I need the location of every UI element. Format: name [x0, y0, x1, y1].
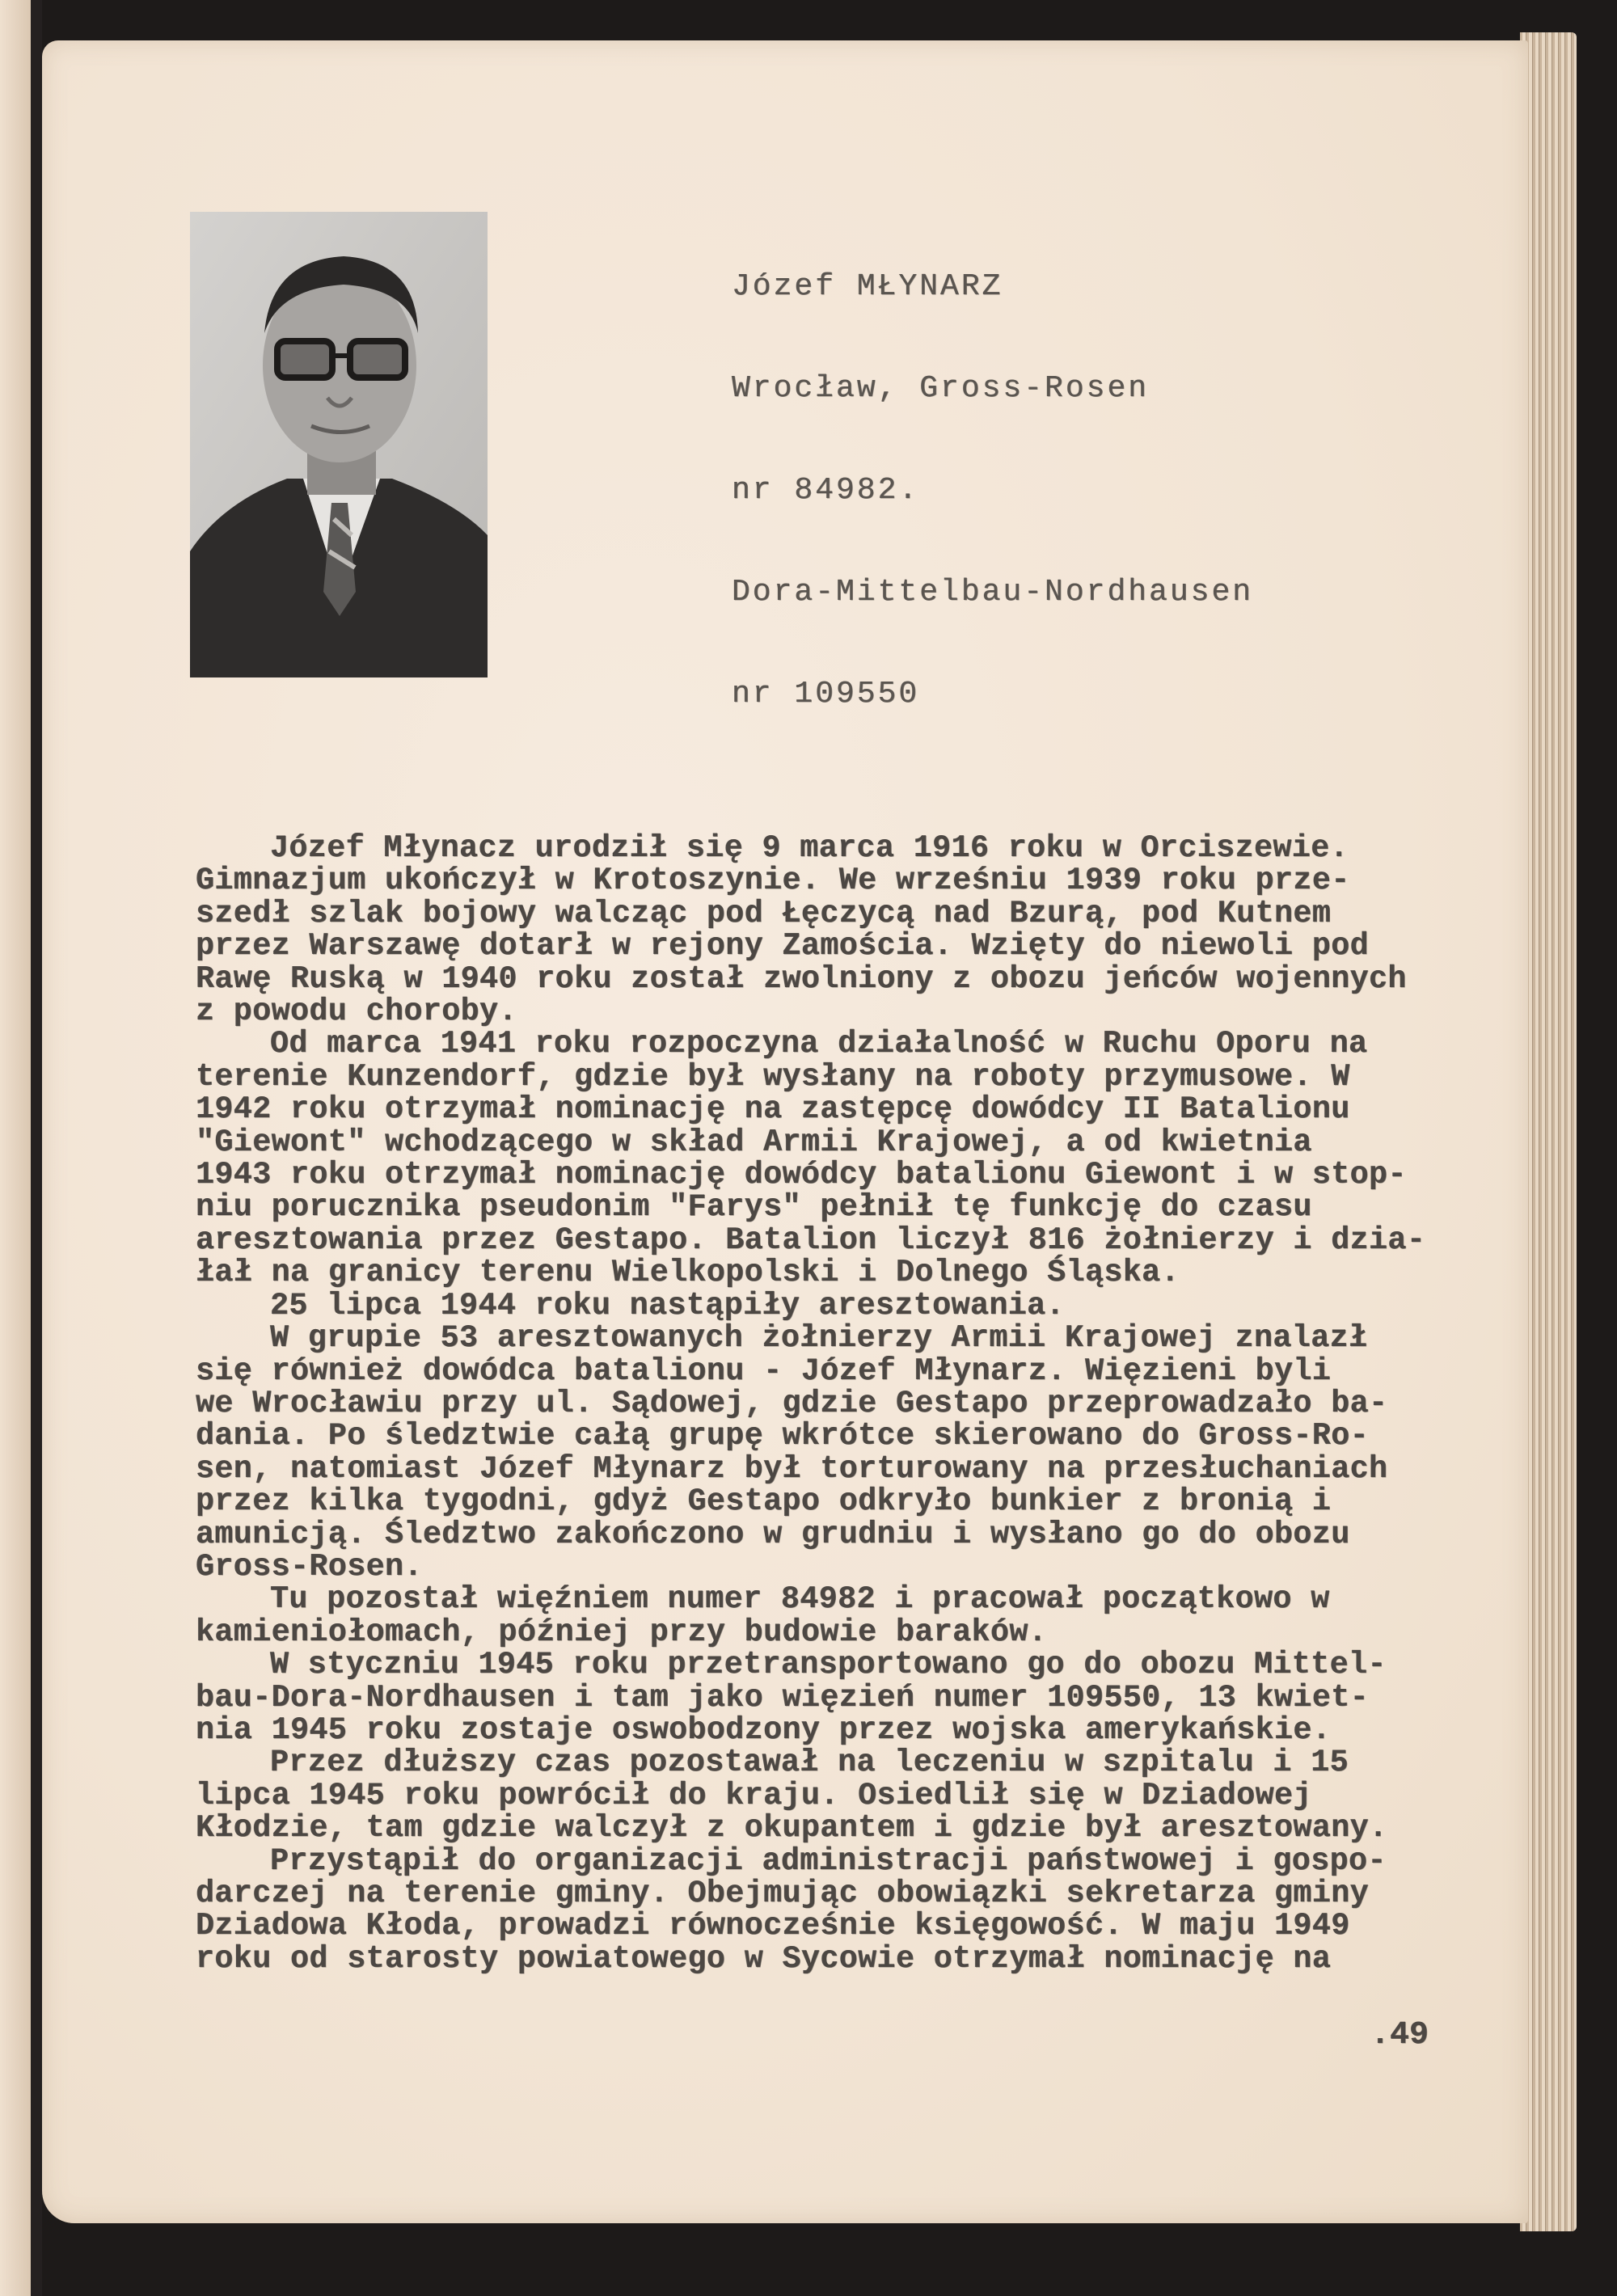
camp-line: Dora-Mittelbau-Nordhausen	[732, 575, 1254, 610]
text-line: Gimnazjum ukończył w Krotoszynie. We wrześniu 1939 roku prze-	[196, 863, 1350, 899]
page-stack-edge	[1520, 32, 1577, 2231]
paragraph	[196, 1842, 1425, 1977]
text-line: Józef Młynacz urodził się 9 marca 1916 roku w Orciszewie.	[270, 830, 1349, 866]
paragraph	[196, 1028, 1425, 1289]
camp-line: Wrocław, Gross-Rosen	[732, 371, 1150, 406]
paragraph	[196, 1648, 1425, 1746]
paragraph	[196, 1745, 1425, 1847]
paragraph	[196, 1322, 1425, 1583]
text-line: kamieniołomach, później przy budowie baraków.	[196, 1614, 1048, 1650]
text-line: niu porucznika pseudonim "Farys" pełnił tę funkcję do czasu	[196, 1189, 1312, 1226]
book-gutter	[31, 0, 42, 2296]
previous-page-edge	[0, 0, 32, 2296]
text-line: się również dowódca batalionu - Józef Młynarz. Więzieni byli	[196, 1353, 1332, 1389]
text-line: Rawę Ruską w 1940 roku został zwolniony z obozu jeńców wojennych	[196, 960, 1407, 997]
text-line: dania. Po śledztwie całą grupę wkrótce skierowano do Gross-Ro-	[196, 1418, 1370, 1454]
text-line: przez kilka tygodni, gdyż Gestapo odkryło bunkier z bronią i	[196, 1484, 1332, 1520]
portrait-image	[190, 212, 488, 677]
paragraph	[196, 1583, 1425, 1648]
portrait-photo	[190, 212, 488, 677]
text-line: bau-Dora-Nordhausen i tam jako więzień numer 109550, 13 kwiet-	[196, 1679, 1370, 1716]
text-line: W styczniu 1945 roku przetransportowano go do obozu Mittel-	[270, 1647, 1387, 1683]
paragraph	[196, 832, 1425, 1028]
text-line: darczej na terenie gminy. Obejmując obowiązki sekretarza gminy	[196, 1876, 1370, 1911]
text-line: sen, natomiast Józef Młynarz był torturowany na przesłuchaniach	[196, 1450, 1388, 1487]
prisoner-number: nr 109550	[732, 677, 920, 711]
person-name: Józef MŁYNARZ	[732, 269, 1003, 304]
biography-text	[196, 832, 1425, 1975]
text-line: lipca 1945 roku powrócił do kraju. Osiedlił się w Dziadowej	[196, 1777, 1312, 1813]
text-line: Dziadowa Kłoda, prowadzi równocześnie księgowość. W maju 1949	[196, 1908, 1350, 1944]
text-line: amunicją. Śledztwo zakończono w grudniu i wysłano go do obozu	[196, 1516, 1350, 1552]
prisoner-number: nr 84982.	[732, 473, 920, 508]
text-line: we Wrocławiu przy ul. Sądowej, gdzie Gestapo przeprowadzało ba-	[196, 1385, 1388, 1421]
text-line: łał na granicy terenu Wielkopolski i Dolnego Śląska.	[196, 1255, 1180, 1291]
text-line: W grupie 53 aresztowanych żołnierzy Armii Krajowej znalazł	[270, 1320, 1368, 1357]
text-line: przez Warszawę dotarł w rejony Zamościa. Wzięty do niewoli pod	[196, 928, 1370, 964]
text-line: roku od starosty powiatowego w Sycowie otrzymał nominację na	[196, 1940, 1332, 1977]
text-line: z powodu choroby.	[196, 994, 517, 1030]
text-line: "Giewont" wchodzącego w skład Armii Krajowej, a od kwietnia	[196, 1124, 1312, 1160]
text-line: Od marca 1941 roku rozpoczyna działalność w Ruchu Oporu na	[270, 1026, 1368, 1062]
text-line: Tu pozostał więźniem numer 84982 i pracował początkowo w	[270, 1581, 1330, 1618]
text-line: Przystąpił do organizacji administracji państwowej i gospo-	[270, 1842, 1387, 1879]
text-line: Kłodzie, tam gdzie walczył z okupantem i gdzie był aresztowany.	[196, 1810, 1388, 1847]
text-line: nia 1945 roku zostaje oswobodzony przez wojska amerykańskie.	[196, 1711, 1332, 1748]
text-line: aresztowania przez Gestapo. Batalion liczył 816 żołnierzy i dzia-	[196, 1222, 1426, 1258]
text-line: Przez dłuższy czas pozostawał na leczeniu w szpitalu i 15	[270, 1745, 1349, 1781]
text-line: terenie Kunzendorf, gdzie był wysłany na roboty przymusowe. W	[196, 1058, 1350, 1095]
text-line: Gross-Rosen.	[196, 1548, 423, 1585]
page-number: .49	[1370, 2017, 1429, 2053]
text-line: 1942 roku otrzymał nominację na zastępcę dowódcy II Batalionu	[196, 1091, 1350, 1128]
prisoner-header	[732, 202, 1253, 745]
paragraph	[196, 1289, 1425, 1322]
text-line: 25 lipca 1944 roku nastąpiły aresztowania.	[270, 1287, 1065, 1323]
text-line: szedł szlak bojowy walcząc pod Łęczycą nad Bzurą, pod Kutnem	[196, 895, 1332, 931]
text-line: 1943 roku otrzymał nominację dowódcy batalionu Giewont i w stop-	[196, 1157, 1407, 1193]
